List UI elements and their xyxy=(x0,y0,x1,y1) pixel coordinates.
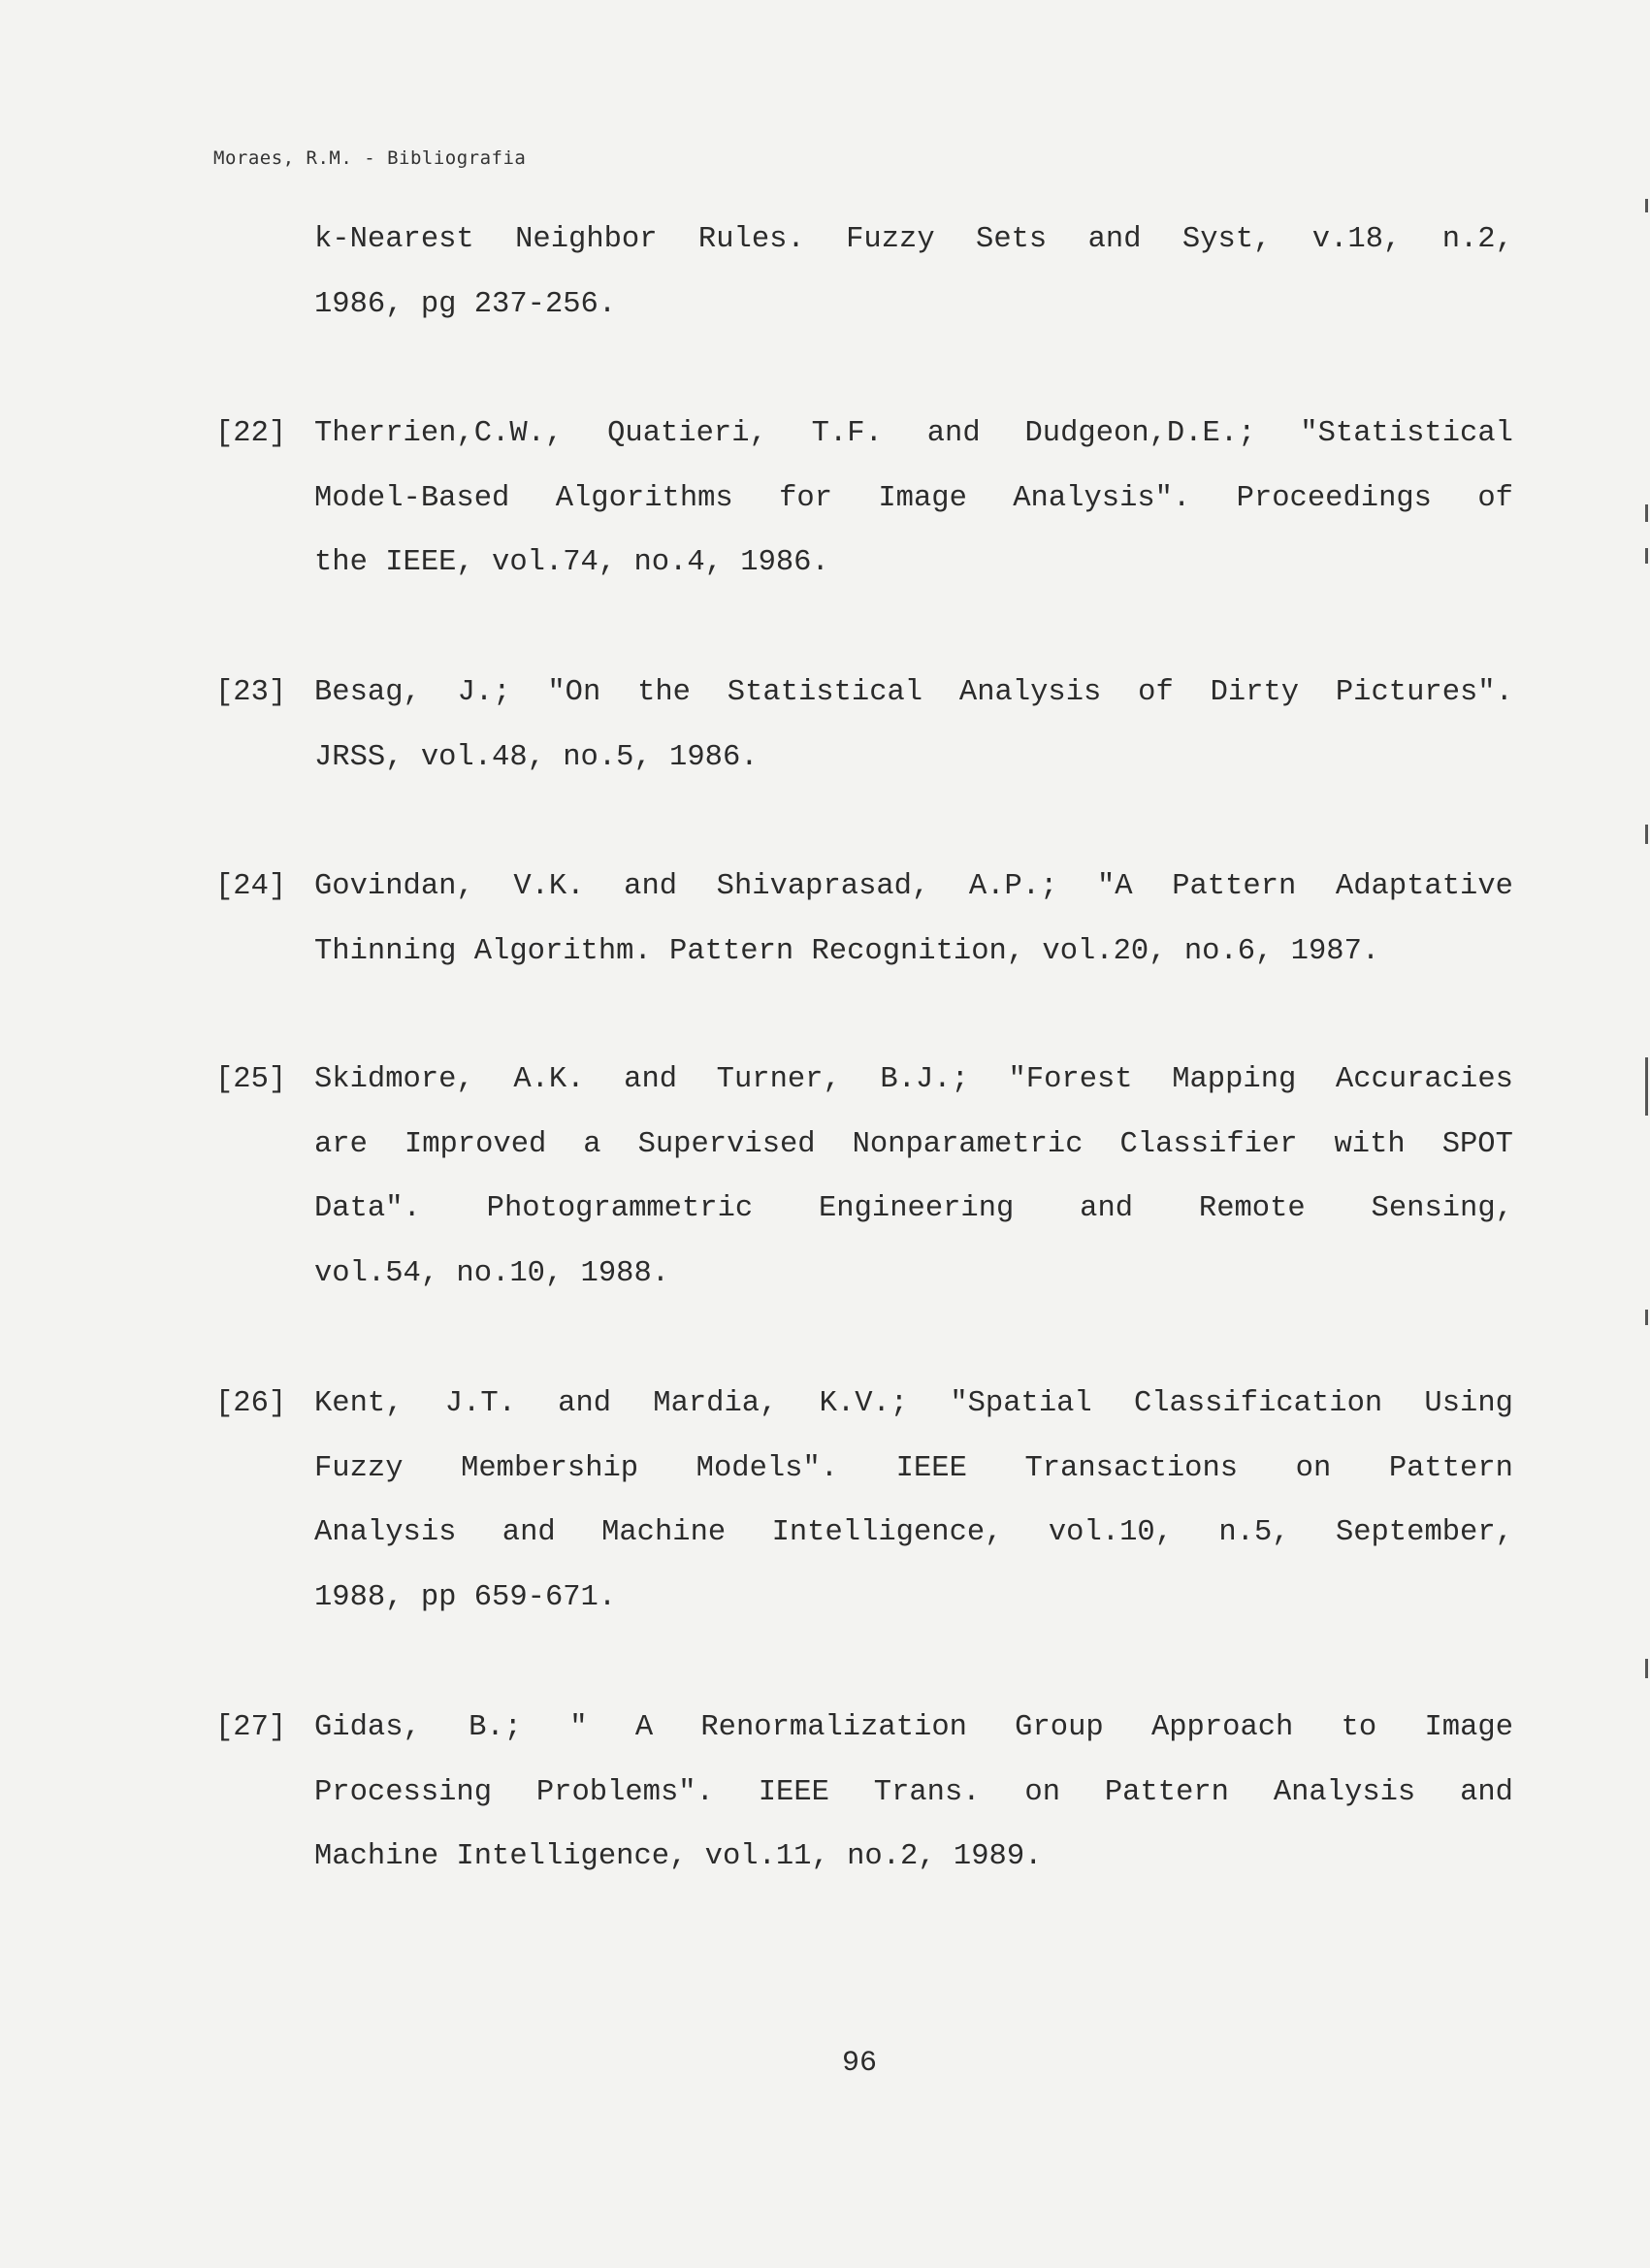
reference-text-line: the IEEE, vol.74, no.4, 1986. xyxy=(314,546,829,579)
reference-text-line: 1986, pg 237-256. xyxy=(314,287,617,321)
scan-edge-mark xyxy=(1645,825,1648,844)
reference-text-line: are Improved a Supervised Nonparametric Classifier with SPOT xyxy=(314,1127,1513,1161)
reference-text-line: Model-Based Algorithms for Image Analysis". Proceedings of xyxy=(314,481,1513,515)
reference-text-line: Govindan, V.K. and Shivaprasad, A.P.; "A Pattern Adaptative xyxy=(314,870,1513,903)
reference-text-line: k-Nearest Neighbor Rules. Fuzzy Sets and Syst, v.18, n.2, xyxy=(314,223,1513,256)
reference-number: [26] xyxy=(215,1387,287,1420)
scan-edge-mark xyxy=(1645,504,1648,522)
reference-text-line: Fuzzy Membership Models". IEEE Transactions on Pattern xyxy=(314,1451,1513,1485)
reference-text-line: Kent, J.T. and Mardia, K.V.; "Spatial Classification Using xyxy=(314,1387,1513,1420)
scan-edge-mark xyxy=(1645,1057,1648,1116)
reference-text-line: JRSS, vol.48, no.5, 1986. xyxy=(314,740,759,774)
reference-text-line: Therrien,C.W., Quatieri, T.F. and Dudgeon,D.E.; "Statistical xyxy=(314,417,1513,450)
reference-number: [25] xyxy=(215,1063,287,1096)
running-header: Moraes, R.M. - Bibliografia xyxy=(213,147,527,169)
scan-edge-mark xyxy=(1645,199,1648,212)
reference-text-line: Processing Problems". IEEE Trans. on Pattern Analysis and xyxy=(314,1775,1513,1809)
scan-edge-mark xyxy=(1645,1310,1648,1325)
scan-edge-mark xyxy=(1645,1659,1648,1678)
reference-number: [27] xyxy=(215,1711,287,1744)
reference-number: [22] xyxy=(215,417,287,450)
reference-text-line: Thinning Algorithm. Pattern Recognition, vol.20, no.6, 1987. xyxy=(314,934,1380,968)
reference-text-line: Analysis and Machine Intelligence, vol.10, n.5, September, xyxy=(314,1516,1513,1549)
reference-text-line: Gidas, B.; " A Renormalization Group Approach to Image xyxy=(314,1711,1513,1744)
reference-number: [23] xyxy=(215,676,287,709)
reference-text-line: vol.54, no.10, 1988. xyxy=(314,1256,670,1290)
reference-text-line: Skidmore, A.K. and Turner, B.J.; "Forest Mapping Accuracies xyxy=(314,1063,1513,1096)
reference-text-line: Besag, J.; "On the Statistical Analysis of Dirty Pictures". xyxy=(314,676,1513,709)
reference-text-line: 1988, pp 659-671. xyxy=(314,1580,617,1614)
scan-edge-mark xyxy=(1645,548,1648,564)
reference-text-line: Data". Photogrammetric Engineering and Remote Sensing, xyxy=(314,1192,1513,1225)
reference-number: [24] xyxy=(215,870,287,903)
reference-text-line: Machine Intelligence, vol.11, no.2, 1989. xyxy=(314,1840,1043,1873)
page-number: 96 xyxy=(842,2047,878,2080)
